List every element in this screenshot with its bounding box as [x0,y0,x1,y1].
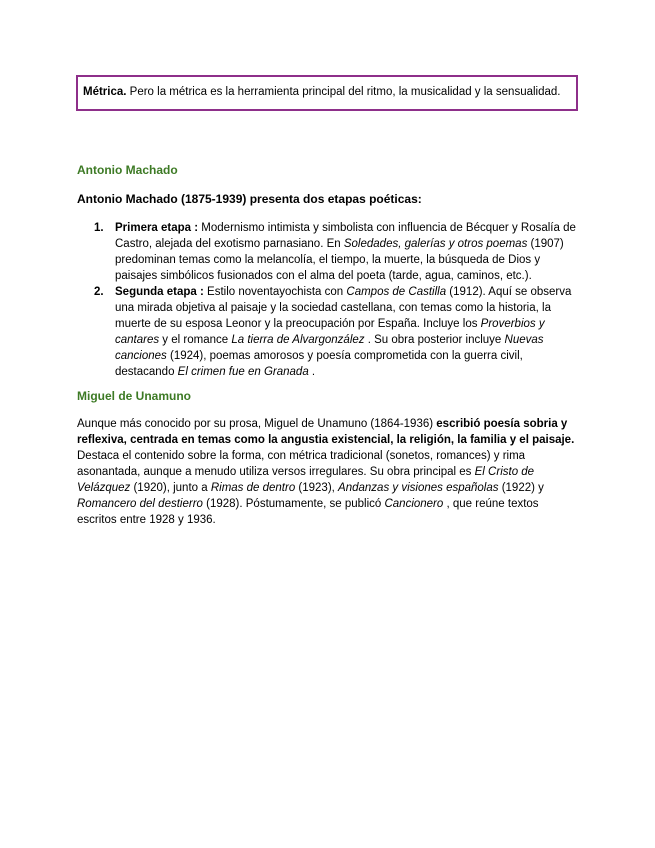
stage-number: 1. [94,222,104,234]
unamuno-heading: Miguel de Unamuno [77,389,191,403]
stage-text: (1912). Aquí se observa una mirada objetiva al paisaje y la sociedad castellana, con temas como la historia, la muerte de su esposa Leonor y la preocupación por España. Incluye los [115,286,572,330]
stage-text: (1907) predominan temas como la melancolía, el tiempo, la muerte, la búsqueda de Dios y paisajes simbólicos fusionados con el alma del poeta (tarde, agua, caminos, etc.). [115,238,564,282]
stage-text: Estilo noventayochista con [203,286,347,298]
stage-item-2 [94,284,584,380]
stage-text: . [308,366,316,378]
work-title: Cancionero [384,498,444,510]
machado-stages-list [94,220,584,380]
work-title: El Cristo de Velázquez [77,466,535,494]
stage-text: Modernismo intimista y simbolista con influencia de Bécquer y Rosalía de Castro, alejada del exotismo parnasiano. En [115,222,576,250]
work-title: Romancero del destierro [77,498,203,510]
stage-text: (1924), poemas amorosos y poesía comprometida con la guerra civil, destacando [115,350,523,378]
stage-item-1 [94,220,584,284]
paragraph-bold-text: escribió poesía sobria y reflexiva, centrada en temas como la angustia existencial, la religión, la familia y el paisaje. [77,418,575,446]
paragraph-text: (1920), junto a [130,482,211,494]
paragraph-text: , que reúne textos escritos entre 1928 y 1936. [77,498,539,526]
work-title: El crimen fue en Granada [177,366,309,378]
paragraph-text: Destaca el contenido sobre la forma, con métrica tradicional (sonetos, romances) y rima asonantada, aunque a menudo utiliza versos irregulares. Su obra principal es [77,450,526,478]
paragraph-text: (1928). Póstumamente, se publicó [202,498,385,510]
paragraph-text: Aunque más conocido por su prosa, Miguel de Unamuno (1864-1936) [77,418,437,430]
work-title: Campos de Castilla [346,286,447,298]
machado-heading: Antonio Machado [77,163,178,177]
work-title: Soledades, galerías y otros poemas [343,238,528,250]
work-title: Nuevas canciones [115,334,544,362]
metrica-callout-box [76,75,578,111]
unamuno-paragraph [77,416,577,528]
work-title: Proverbios y cantares [115,318,545,346]
stage-label: Primera etapa : [115,222,199,234]
stage-text: . Su obra posterior incluye [364,334,505,346]
stage-label: Segunda etapa : [115,286,204,298]
paragraph-text: (1923), [295,482,339,494]
stage-number: 2. [94,286,104,298]
work-title: Andanzas y visiones españolas [338,482,499,494]
work-title: La tierra de Alvargonzález [231,334,365,346]
paragraph-text: (1922) y [498,482,544,494]
stage-text: y el romance [159,334,232,346]
work-title: Rimas de dentro [210,482,296,494]
metrica-text: Pero la métrica es la herramienta principal del ritmo, la musicalidad y la sensualidad. [126,86,561,98]
machado-intro: Antonio Machado (1875-1939) presenta dos etapas poéticas: [77,192,422,206]
metrica-label: Métrica. [83,86,127,98]
